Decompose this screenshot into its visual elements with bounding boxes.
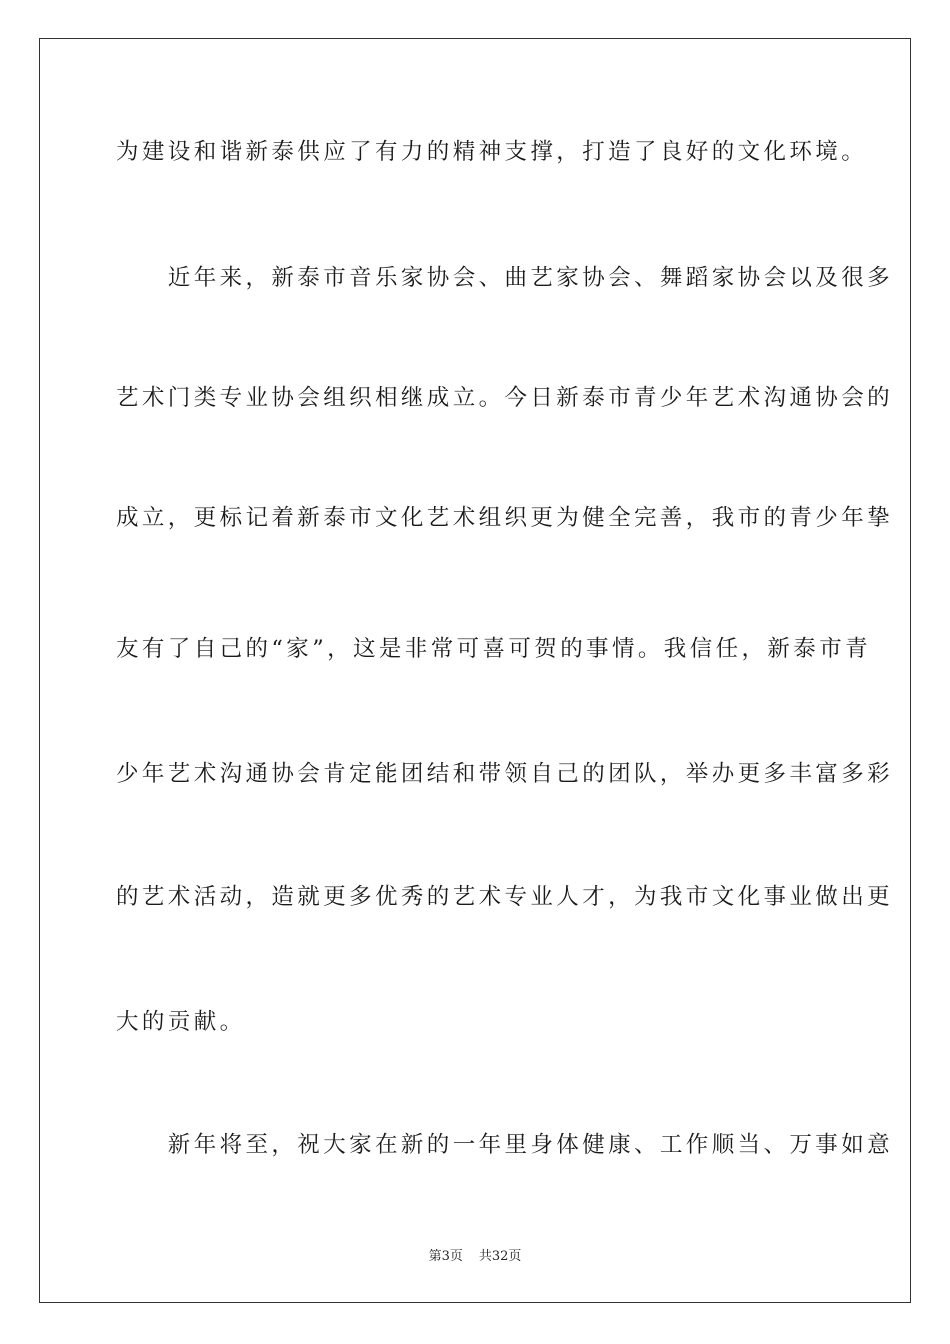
page-number: 第3页 — [428, 1249, 463, 1264]
page-total: 共32页 — [478, 1249, 522, 1264]
body-line-5: 友有了自己的“家”，这是非常可喜可贺的事情。我信任，新泰市青 — [116, 636, 872, 662]
body-line-8: 大的贡献。 — [116, 1009, 246, 1035]
body-line-9: 新年将至，祝大家在新的一年里身体健康、工作顺当、万事如意 — [116, 1132, 894, 1158]
body-line-4: 成立，更标记着新泰市文化艺术组织更为健全完善，我市的青少年挚 — [116, 505, 894, 531]
body-line-7: 的艺术活动，造就更多优秀的艺术专业人才，为我市文化事业做出更 — [116, 884, 894, 910]
page-footer — [0, 1248, 950, 1266]
body-line-2: 近年来，新泰市音乐家协会、曲艺家协会、舞蹈家协会以及很多 — [116, 265, 894, 291]
page-border — [39, 38, 911, 1303]
body-line-3: 艺术门类专业协会组织相继成立。今日新泰市青少年艺术沟通协会的 — [116, 385, 894, 411]
body-line-6: 少年艺术沟通协会肯定能团结和带领自己的团队，举办更多丰富多彩 — [116, 761, 894, 787]
body-line-1: 为建设和谐新泰供应了有力的精神支撑，打造了良好的文化环境。 — [116, 139, 868, 165]
